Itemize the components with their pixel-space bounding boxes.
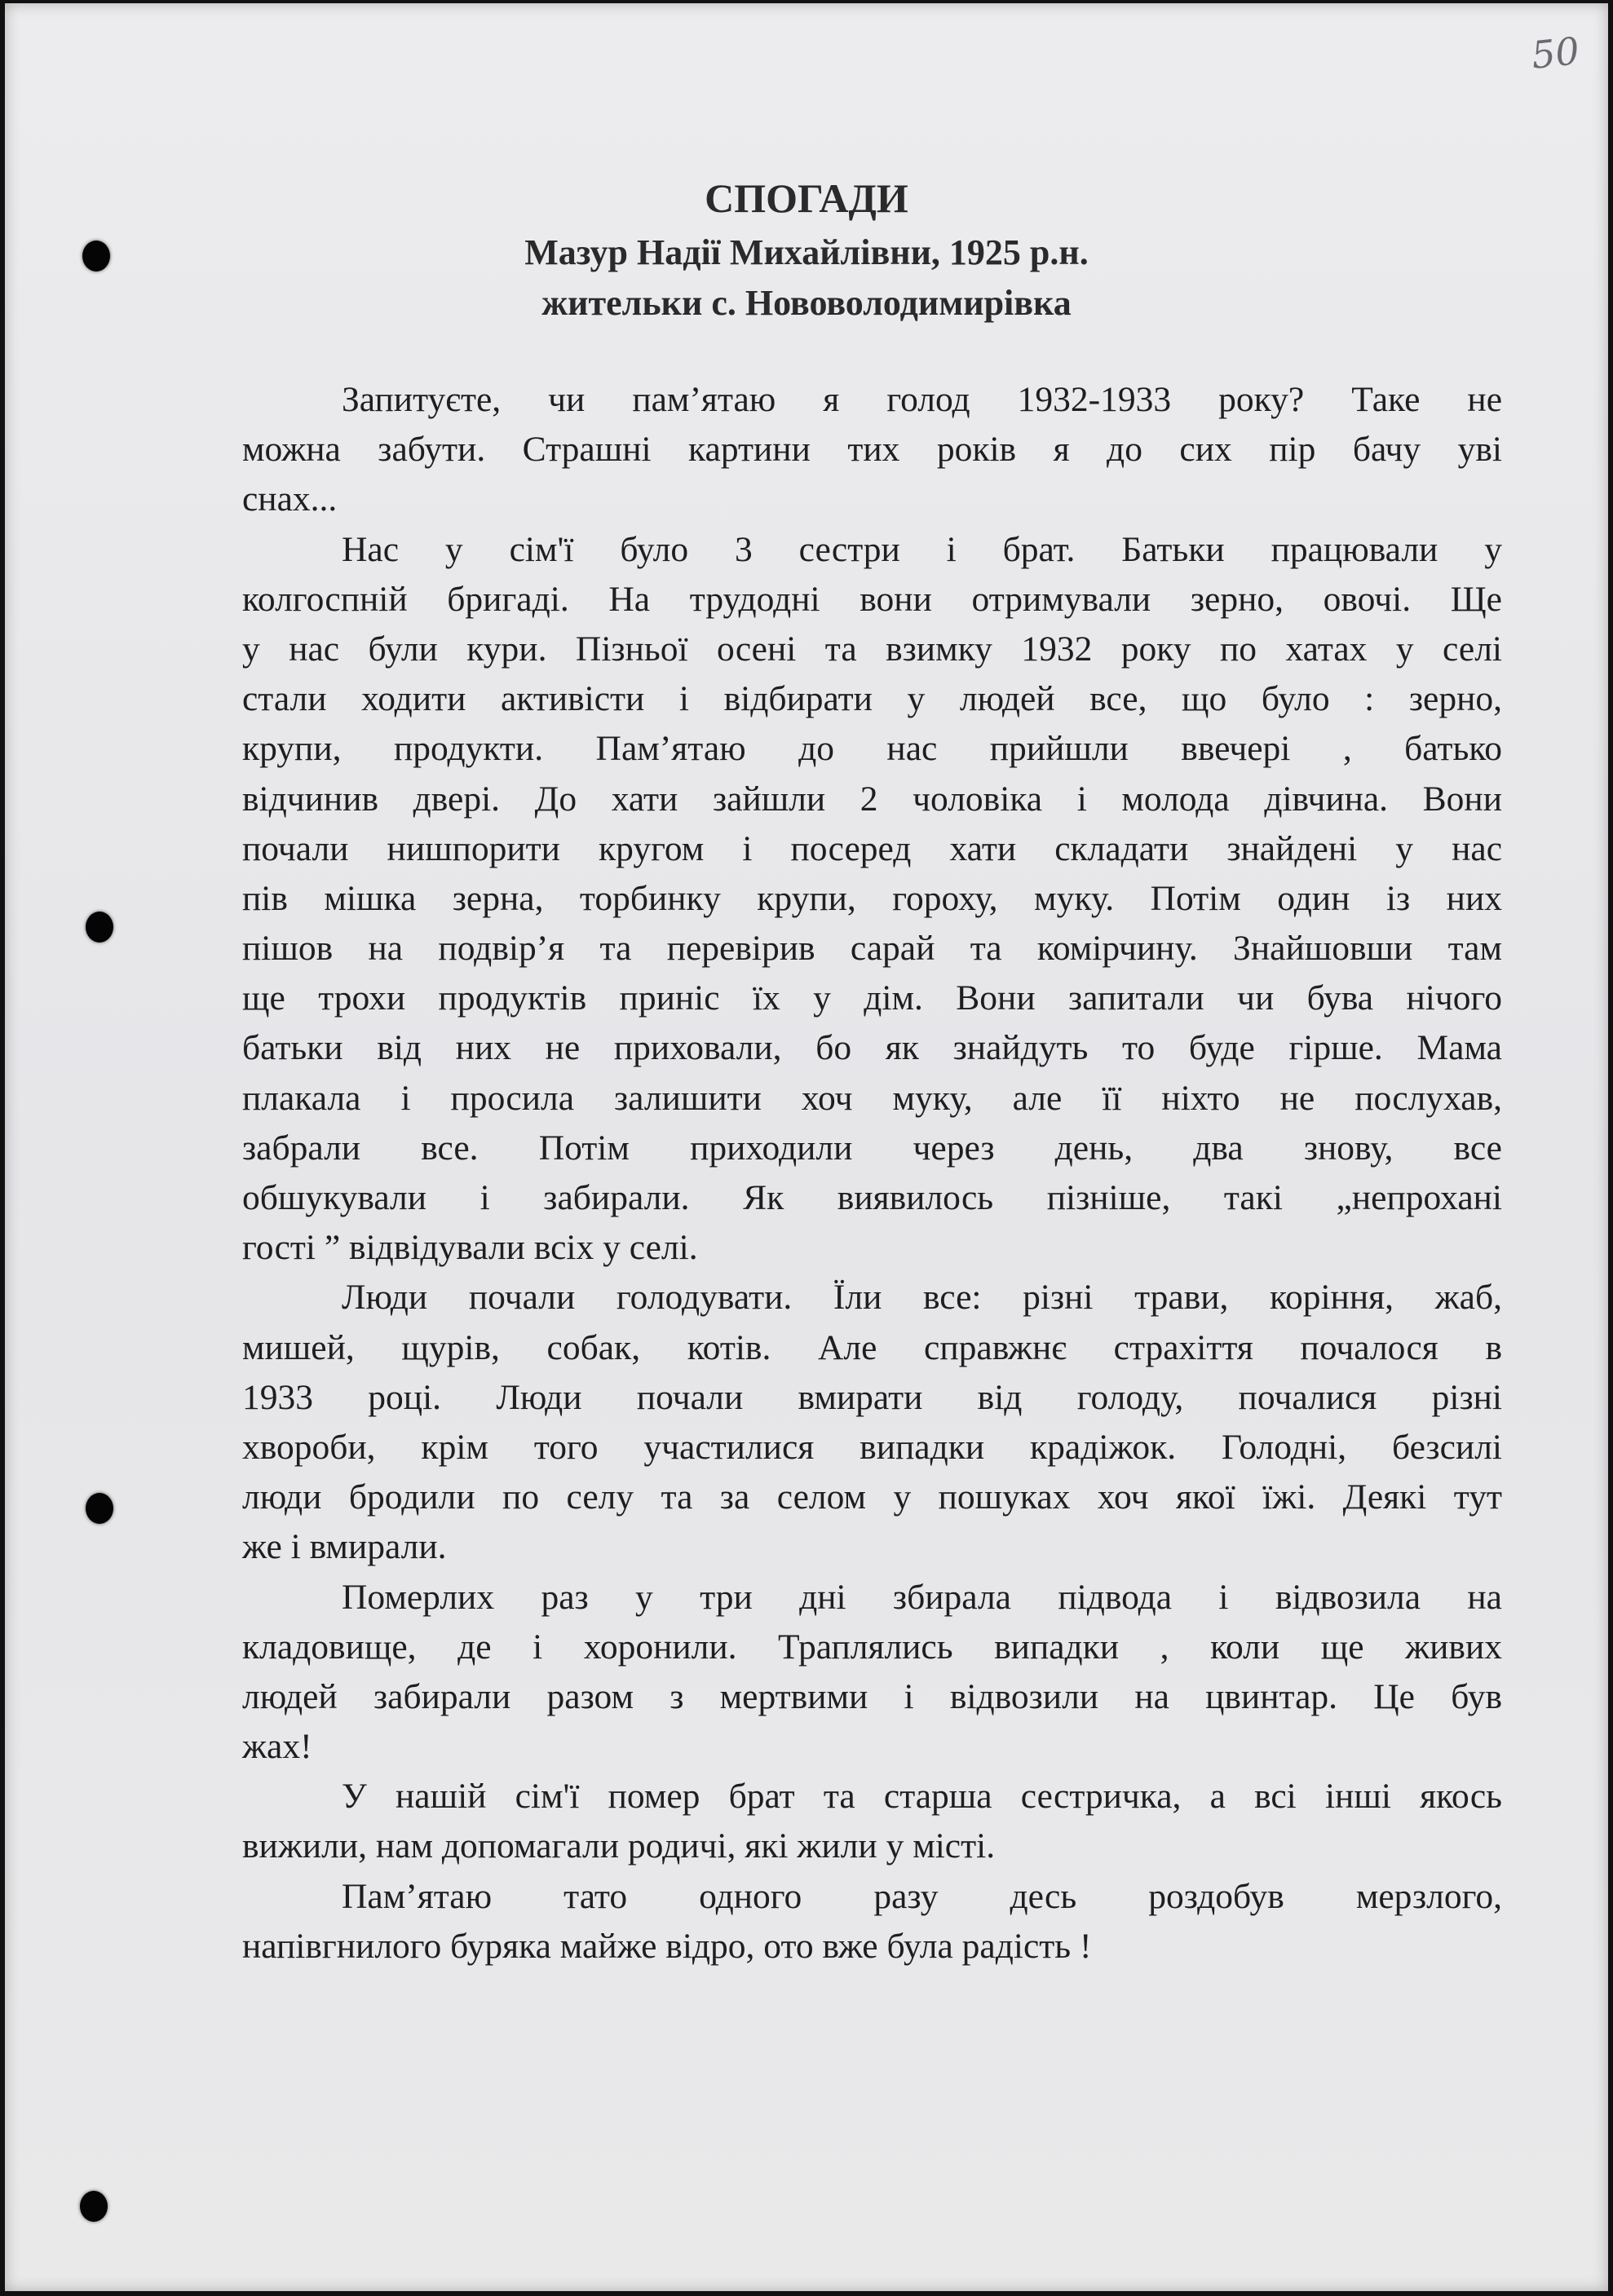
paragraph-line: забрали все. Потім приходили через день, два знову, все: [242, 1128, 1502, 1168]
paragraph-line: гості ” відвідували всіх у селі.: [242, 1228, 698, 1268]
paragraph-line: Пам’ятаю тато одного разу десь роздобув мерзлого,: [342, 1876, 1502, 1916]
paragraph-line: обшукували і забирали. Як виявилось пізніше, такі „непрохані: [242, 1178, 1502, 1217]
handwritten-page-number: 50: [1529, 29, 1582, 77]
paragraph-line: 1933 році. Люди почали вмирати від голоду, почалися різні: [242, 1377, 1502, 1417]
punch-hole-icon: [86, 912, 113, 943]
paragraph-line: пішов на подвір’я та перевірив сарай та комірчину. Знайшовши там: [242, 929, 1502, 969]
paragraph-line: людей забирали разом з мертвими і відвозили на цвинтар. Це був: [242, 1676, 1502, 1716]
paragraph-line: Померлих раз у три дні збирала підвода і відвозила на: [342, 1577, 1502, 1617]
paragraph-line: батьки від них не приховали, бо як знайдуть то буде гірше. Мама: [242, 1028, 1502, 1068]
punch-hole-icon: [80, 2191, 108, 2222]
document-subtitle: Мазур Надії Михайлівни, 1925 р.н.: [524, 232, 1089, 272]
document-body: [242, 375, 1502, 1971]
paragraph-line: У нашій сім'ї помер брат та старша сестричка, а всі інші якось: [342, 1777, 1502, 1817]
paragraph-line: пів мішка зерна, торбинку крупи, гороху, муку. Потім один із них: [242, 878, 1502, 918]
paragraph-line: Нас у сім'ї було 3 сестри і брат. Батьки працювали у: [342, 529, 1502, 569]
paragraph-line: же і вмирали.: [242, 1527, 447, 1567]
paragraph-line: жах!: [242, 1727, 312, 1767]
paragraph-line: почали нишпорити кругом і посеред хати складати знайдені у нас: [242, 828, 1502, 868]
paragraph-line: кладовище, де і хоронили. Траплялись випадки , коли ще живих: [242, 1627, 1502, 1667]
paragraph-line: плакала і просила залишити хоч муку, але її ніхто не послухав,: [242, 1078, 1502, 1118]
paragraph-line: снах...: [242, 479, 338, 519]
paragraph-line: люди бродили по селу та за селом у пошуках хоч якої їжі. Деякі тут: [242, 1477, 1502, 1517]
paragraph-line: ще трохи продуктів приніс їх у дім. Вони запитали чи бува нічого: [242, 978, 1502, 1018]
document-subtitle-location: жительки с. Нововолодимирівка: [541, 283, 1072, 323]
paragraph-line: можна забути. Страшні картини тих років я до сих пір бачу уві: [242, 430, 1502, 470]
paragraph-line: напівгнилого буряка майже відро, ото вже була радість !: [242, 1926, 1092, 1966]
paragraph-line: крупи, продукти. Пам’ятаю до нас прийшли ввечері , батько: [242, 729, 1502, 769]
paragraph-line: хвороби, крім того участилися випадки крадіжок. Голодні, безсилі: [242, 1427, 1502, 1467]
document-page: [5, 3, 1608, 2291]
paragraph-line: стали ходити активісти і відбирати у людей все, що було : зерно,: [242, 679, 1502, 719]
punch-hole-icon: [86, 1493, 113, 1524]
paragraph-line: колгоспній бригаді. На трудодні вони отримували зерно, овочі. Ще: [242, 579, 1502, 619]
paragraph-line: вижили, нам допомагали родичі, які жили у місті.: [242, 1826, 996, 1866]
paragraph-line: відчинив двері. До хати зайшли 2 чоловіка і молода дівчина. Вони: [242, 779, 1502, 819]
paragraph-line: мишей, щурів, собак, котів. Але справжнє страхіття почалося в: [242, 1327, 1502, 1367]
paragraph-line: у нас були кури. Пізньої осені та взимку 1932 року по хатах у селі: [242, 629, 1502, 669]
paragraph-line: Запитуєте, чи пам’ятаю я голод 1932-1933 року? Таке не: [342, 380, 1502, 419]
document-title: СПОГАДИ: [705, 175, 908, 221]
paragraph-line: Люди почали голодувати. Їли все: різні трави, коріння, жаб,: [342, 1278, 1502, 1318]
